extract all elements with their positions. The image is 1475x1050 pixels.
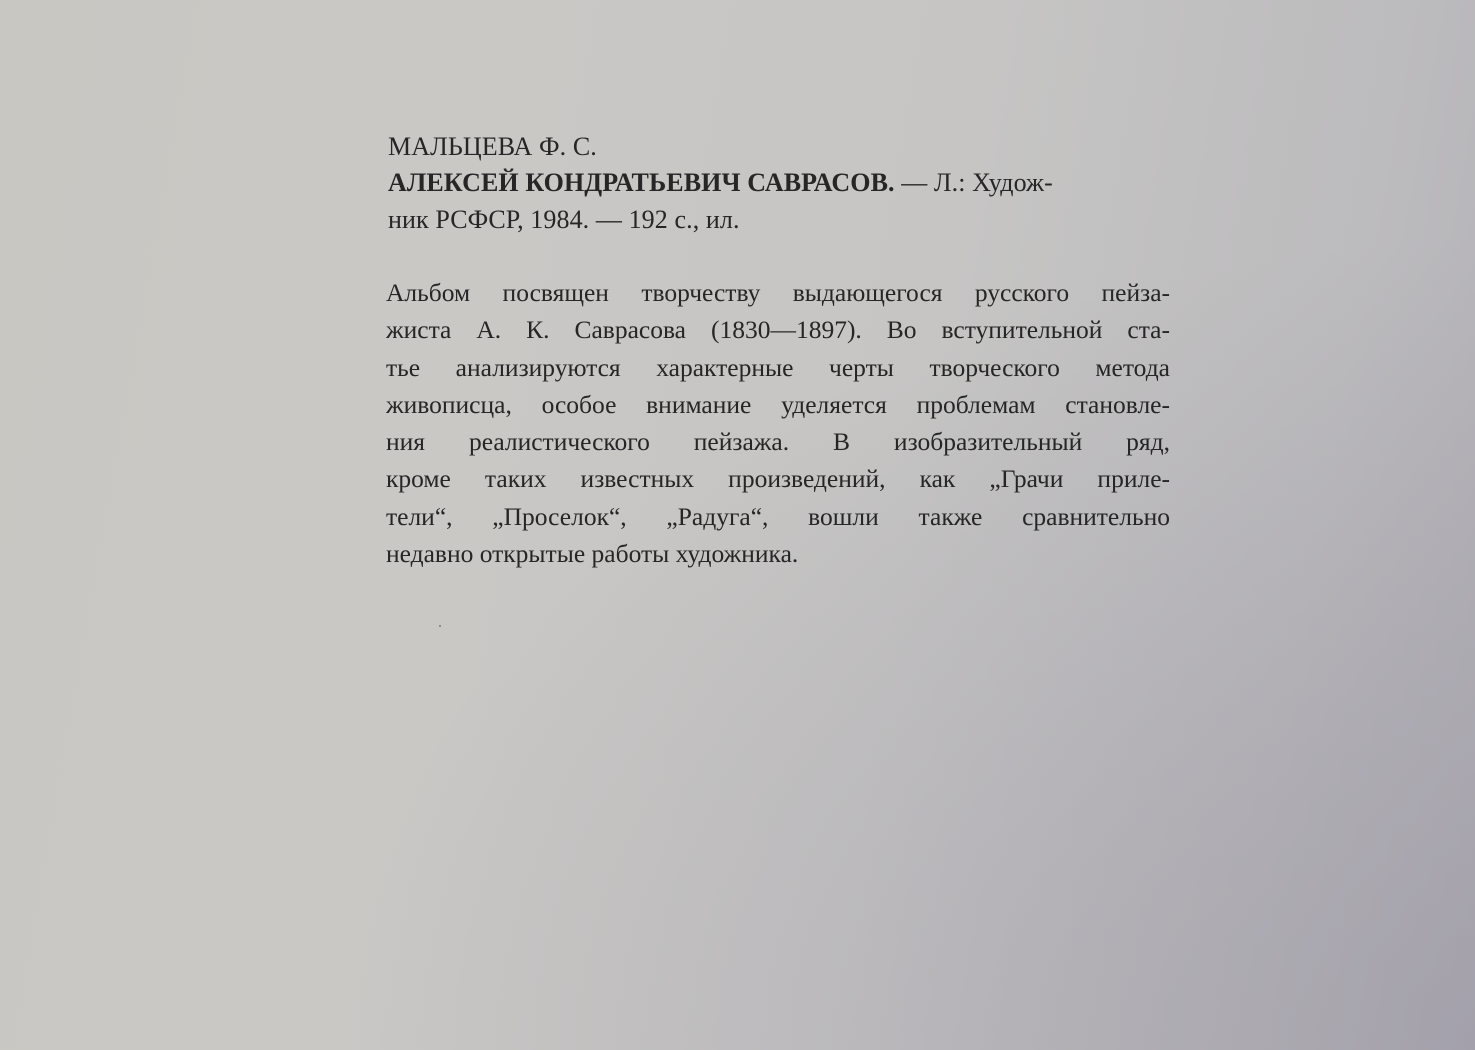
abstract-line: недавно открытые работы художника.: [386, 539, 799, 569]
abstract-line: живописца, особое внимание уделяется проблемам становле-: [386, 389, 1170, 419]
paper-speck: [439, 625, 441, 627]
publication-info: — Л.: Худож-: [894, 168, 1053, 197]
abstract-line: тье анализируются характерные черты творческого метода: [386, 352, 1170, 382]
abstract-line: жиста А. К. Саврасова (1830—1897). Во вступительной ста-: [386, 315, 1170, 345]
abstract-line: ния реалистического пейзажа. В изобразительный ряд,: [386, 427, 1170, 457]
abstract-line: тели“, „Проселок“, „Радуга“, вошли также сравнительно: [386, 501, 1170, 531]
author-name: МАЛЬЦЕВА Ф. С.: [388, 132, 597, 161]
title-line: [388, 165, 1053, 201]
abstract: [386, 274, 1170, 572]
abstract-line: кроме таких известных произведений, как „Грачи приле-: [386, 464, 1170, 494]
abstract-line: Альбом посвящен творчеству выдающегося русского пейза-: [386, 278, 1170, 307]
publication-info-continued: ник РСФСР, 1984. — 192 с., ил.: [388, 205, 740, 234]
book-title: АЛЕКСЕЙ КОНДРАТЬЕВИЧ САВРАСОВ.: [388, 168, 895, 197]
